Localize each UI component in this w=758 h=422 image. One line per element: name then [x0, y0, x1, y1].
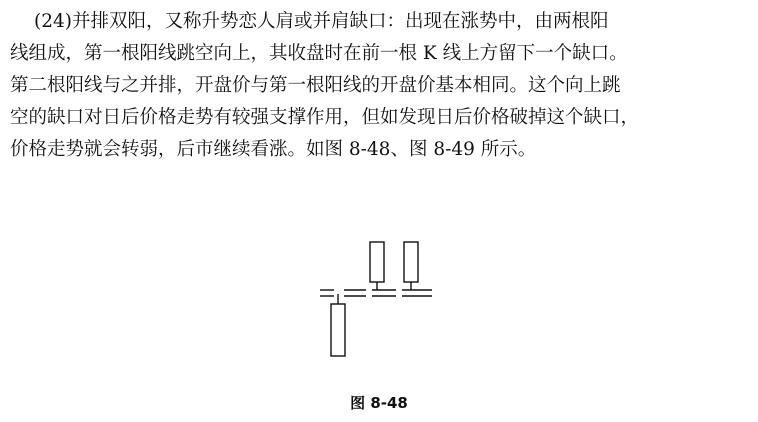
- candle-1-body: [331, 304, 345, 356]
- paragraph-line-4: 空的缺口对日后价格走势有较强支撑作用，但如发现日后价格破掉这个缺口，: [10, 107, 640, 128]
- paragraph-line-5: 价格走势就会转弱，后市继续看涨。如图 8-48、图 8-49 所示。: [10, 139, 537, 160]
- text-paragraph: [10, 6, 750, 166]
- candlestick-figure: [300, 232, 460, 372]
- gap-lines: [320, 290, 432, 296]
- candle-2-body: [370, 242, 384, 282]
- candle-3-body: [404, 242, 418, 282]
- paragraph-line-2: 线组成，第一根阳线跳空向上，其收盘时在前一根 K 线上方留下一个缺口。: [10, 43, 628, 64]
- candlestick-diagram: [300, 232, 460, 372]
- figure-caption: 图 8-48: [350, 394, 408, 412]
- paragraph-line-3: 第二根阳线与之并排，开盘价与第一根阳线的开盘价基本相同。这个向上跳: [10, 75, 621, 96]
- paragraph-line-1: (24)并排双阳，又称升势恋人肩或并肩缺口：出现在涨势中，由两根阳: [34, 11, 609, 32]
